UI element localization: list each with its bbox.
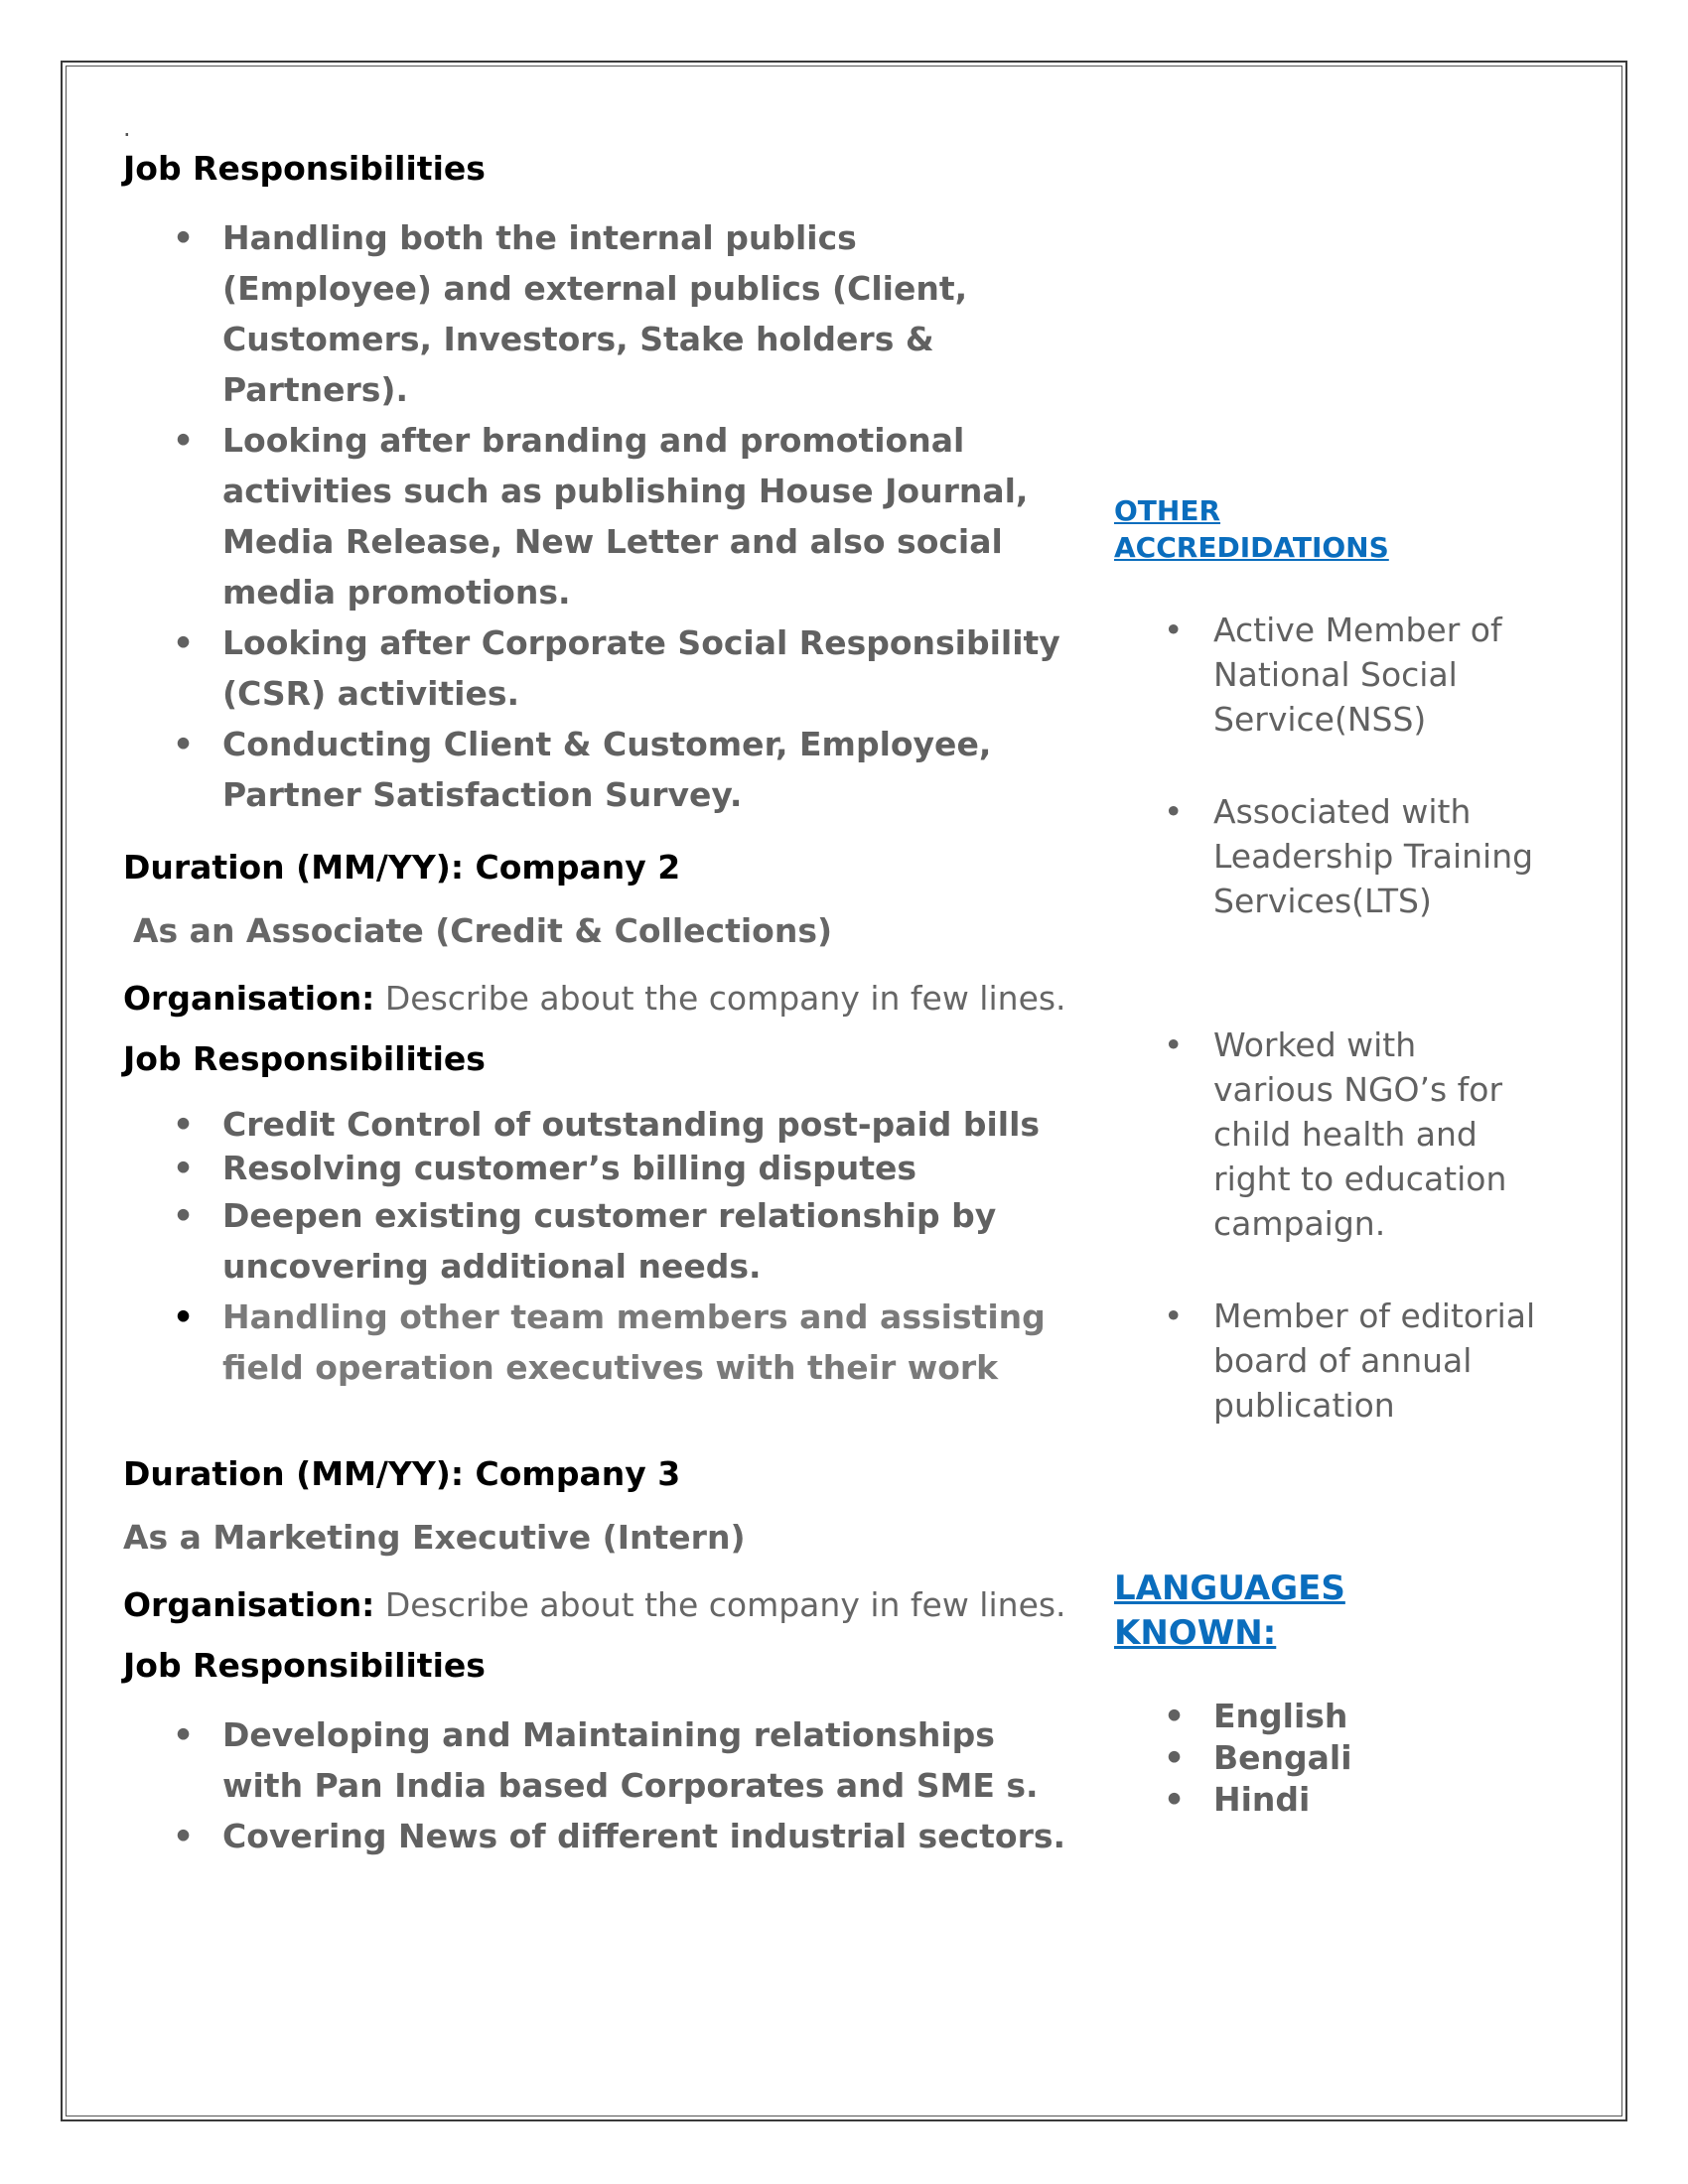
list-item: • Covering News of different industrial sectors. [123, 1811, 1076, 1861]
duration-company-3: Duration (MM/YY): Company 3 [123, 1454, 681, 1493]
bullet-icon: • [1164, 1697, 1186, 1735]
other-accreditations-title: OTHER ACCREDIDATIONS [1114, 494, 1389, 564]
bullet-icon: • [173, 1105, 195, 1144]
list-item: • Handling other team members and assisting field operation executives with their work [123, 1292, 1076, 1393]
responsibilities-list-2 [123, 1103, 1076, 1393]
bullet-icon: • [173, 218, 195, 257]
main-column [123, 109, 1076, 1861]
bullet-icon: • [173, 1297, 195, 1336]
list-item: • Member of editorial board of annual publication [1114, 1294, 1541, 1428]
job-responsibilities-heading-3: Job Responsibilities [123, 1646, 486, 1685]
list-item: • Conducting Client & Customer, Employee, Partner Satisfaction Survey. [123, 719, 1076, 820]
list-item: • Resolving customer’s billing disputes [123, 1147, 1076, 1190]
organisation-company-2: Organisation: Describe about the company in few lines. [123, 979, 1066, 1018]
bullet-icon: • [1164, 1025, 1184, 1064]
bullet-icon: • [173, 1817, 195, 1855]
list-item: • Handling both the internal publics (Employee) and external publics (Client, Customers, Investors, Stake holders & Partners). [123, 212, 1076, 415]
bullet-icon: • [173, 421, 195, 460]
list-item: • Credit Control of outstanding post-paid bills [123, 1103, 1076, 1147]
list-item: • Hindi [1164, 1780, 1311, 1819]
list-item: • Bengali [1164, 1738, 1352, 1777]
bullet-icon: • [173, 1149, 195, 1187]
bullet-icon: • [1164, 1297, 1184, 1335]
accreditations-list [1114, 608, 1541, 1428]
sidebar-column [1114, 492, 1541, 1821]
bullet-icon: • [173, 725, 195, 763]
languages-list [1114, 1696, 1541, 1821]
organisation-company-3: Organisation: Describe about the company in few lines. [123, 1585, 1066, 1624]
bullet-icon: • [1164, 1738, 1186, 1777]
languages-known-title: LANGUAGES KNOWN: [1114, 1569, 1345, 1653]
job-responsibilities-heading-2: Job Responsibilities [123, 1039, 486, 1078]
list-item: • English [1164, 1697, 1348, 1735]
list-item: • Deepen existing customer relationship by uncovering additional needs. [123, 1190, 1076, 1292]
bullet-icon: • [1164, 1780, 1186, 1819]
list-item: • Developing and Maintaining relationships with Pan India based Corporates and SME s. [123, 1709, 1076, 1811]
bullet-icon: • [173, 1715, 195, 1754]
list-item: • Looking after branding and promotional activities such as publishing House Journal, Media Release, New Letter and also social media promotions. [123, 415, 1076, 617]
role-company-3: As a Marketing Executive (Intern) [123, 1518, 746, 1557]
bullet-icon: • [173, 1196, 195, 1235]
list-item: • Worked with various NGO’s for child health and right to education campaign. [1114, 1023, 1541, 1246]
duration-company-2: Duration (MM/YY): Company 2 [123, 848, 681, 887]
job-responsibilities-heading-1: Job Responsibilities [123, 149, 486, 188]
list-item: • Looking after Corporate Social Responsibility (CSR) activities. [123, 617, 1076, 719]
list-item: • Active Member of National Social Service(NSS) [1114, 608, 1541, 742]
responsibilities-list-3 [123, 1709, 1076, 1861]
list-item: • Associated with Leadership Training Services(LTS) [1114, 789, 1541, 923]
responsibilities-list-1 [123, 212, 1076, 820]
bullet-icon: • [1164, 611, 1184, 649]
bullet-icon: • [173, 623, 195, 662]
role-company-2: As an Associate (Credit & Collections) [133, 911, 833, 950]
top-mark: . [123, 114, 131, 142]
bullet-icon: • [1164, 792, 1184, 831]
